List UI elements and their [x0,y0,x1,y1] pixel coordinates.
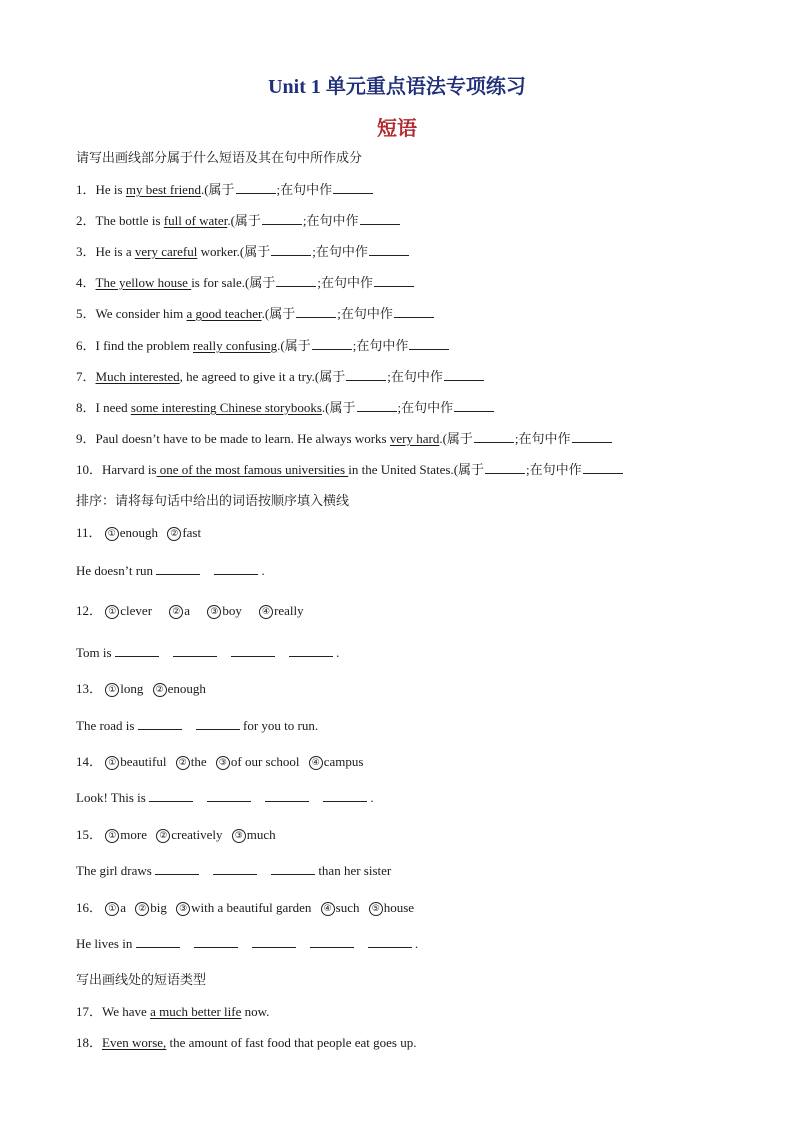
question-10: 10．Harvard is one of the most famous universities in the United States.(属于 ;在句中作 [76,461,624,479]
circled-number-icon: ① [105,683,119,697]
question-1: 1．He is my best friend.(属于 ;在句中作 [76,181,374,199]
answer-blank[interactable] [194,935,238,948]
question-12-sentence: Tom is . [76,645,340,660]
question-7: 7．Much interested, he agreed to give it a try.(属于 ;在句中作 [76,368,485,386]
circled-number-icon: ④ [259,605,273,619]
answer-blank[interactable] [346,368,386,381]
answer-blank[interactable] [173,644,217,657]
answer-blank[interactable] [155,862,199,875]
answer-blank[interactable] [231,644,275,657]
question-8: 8．I need some interesting Chinese storybooks.(属于 ;在句中作 [76,399,495,417]
circled-number-icon: ④ [321,902,335,916]
answer-blank[interactable] [271,243,311,256]
circled-number-icon: ③ [176,902,190,916]
answer-blank[interactable] [276,274,316,287]
underlined-phrase: really confusing [193,338,278,353]
underlined-phrase: Even worse, [102,1035,167,1050]
question-13-sentence: The road is for you to run. [76,718,319,733]
underlined-phrase: very hard [389,431,440,446]
underlined-phrase: a much better life [150,1004,242,1019]
question-11-sentence: He doesn’t run . [76,563,265,578]
answer-blank[interactable] [207,789,251,802]
question-6: 6．I find the problem really confusing.(属于 ;在句中作 [76,337,450,355]
circled-number-icon: ② [167,527,181,541]
question-9: 9．Paul doesn’t have to be made to learn. He always works very hard.(属于 ;在句中作 [76,430,613,448]
answer-blank[interactable] [213,862,257,875]
answer-blank[interactable] [368,935,412,948]
underlined-phrase: a good teacher [186,306,262,321]
question-15-sentence: The girl draws than her sister [76,863,392,878]
answer-blank[interactable] [262,212,302,225]
answer-blank[interactable] [485,461,525,474]
answer-blank[interactable] [583,461,623,474]
question-14-options: 14． ① beautiful ② the ③ of our school ④ campus [76,754,364,769]
circled-number-icon: ② [156,829,170,843]
question-5: 5．We consider him a good teacher.(属于 ;在句中作 [76,305,435,323]
underlined-phrase: very careful [134,244,198,259]
answer-blank[interactable] [196,717,240,730]
circled-number-icon: ② [153,683,167,697]
answer-blank[interactable] [115,644,159,657]
question-16-options: 16． ① a ② big ③ with a beautiful garden ④ such ⑤ house [76,900,415,915]
answer-blank[interactable] [252,935,296,948]
question-2: 2．The bottle is full of water.(属于 ;在句中作 [76,212,401,230]
circled-number-icon: ② [176,756,190,770]
answer-blank[interactable] [323,789,367,802]
circled-number-icon: ① [105,829,119,843]
section-heading-1: 请写出画线部分属于什么短语及其在句中所作成分 [76,151,363,166]
answer-blank[interactable] [312,337,352,350]
answer-blank[interactable] [138,717,182,730]
page-subtitle: 短语 [377,116,417,140]
underlined-phrase: one of the most famous universities [156,462,349,477]
underlined-phrase: full of water [163,213,228,228]
page-title: Unit 1 单元重点语法专项练习 [268,76,526,98]
answer-blank[interactable] [444,368,484,381]
underlined-phrase: Much interested [95,369,180,384]
answer-blank[interactable] [156,562,200,575]
answer-blank[interactable] [474,430,514,443]
circled-number-icon: ① [105,527,119,541]
answer-blank[interactable] [149,789,193,802]
underlined-phrase: The yellow house [95,275,192,290]
circled-number-icon: ① [105,902,119,916]
section-heading-2: 排序：请将每句话中给出的词语按顺序填入横线 [76,494,350,509]
circled-number-icon: ③ [232,829,246,843]
answer-blank[interactable] [236,181,276,194]
circled-number-icon: ④ [309,756,323,770]
answer-blank[interactable] [394,305,434,318]
question-16-sentence: He lives in . [76,936,419,951]
answer-blank[interactable] [296,305,336,318]
question-18: 18．Even worse, the amount of fast food that people eat goes up. [76,1035,417,1050]
circled-number-icon: ⑤ [369,902,383,916]
question-3: 3．He is a very careful worker.(属于 ;在句中作 [76,243,410,261]
answer-blank[interactable] [572,430,612,443]
circled-number-icon: ② [135,902,149,916]
answer-blank[interactable] [289,644,333,657]
answer-blank[interactable] [271,862,315,875]
question-12-options: 12． ① clever ② a ③ boy ④ really [76,603,304,618]
answer-blank[interactable] [333,181,373,194]
circled-number-icon: ③ [207,605,221,619]
circled-number-icon: ② [169,605,183,619]
question-13-options: 13． ① long ② enough [76,681,206,696]
answer-blank[interactable] [357,399,397,412]
circled-number-icon: ① [105,756,119,770]
question-4: 4．The yellow house is for sale.(属于 ;在句中作 [76,274,415,292]
answer-blank[interactable] [369,243,409,256]
answer-blank[interactable] [374,274,414,287]
underlined-phrase: some interesting Chinese storybooks [130,400,322,415]
answer-blank[interactable] [310,935,354,948]
answer-blank[interactable] [454,399,494,412]
question-14-sentence: Look! This is . [76,790,374,805]
underlined-phrase: my best friend [125,182,201,197]
circled-number-icon: ③ [216,756,230,770]
answer-blank[interactable] [409,337,449,350]
answer-blank[interactable] [265,789,309,802]
question-17: 17．We have a much better life now. [76,1004,270,1019]
answer-blank[interactable] [136,935,180,948]
section-heading-3: 写出画线处的短语类型 [76,973,207,988]
question-11-options: 11． ① enough ② fast [76,525,202,540]
circled-number-icon: ① [105,605,119,619]
question-15-options: 15． ① more ② creatively ③ much [76,827,276,842]
answer-blank[interactable] [360,212,400,225]
answer-blank[interactable] [214,562,258,575]
